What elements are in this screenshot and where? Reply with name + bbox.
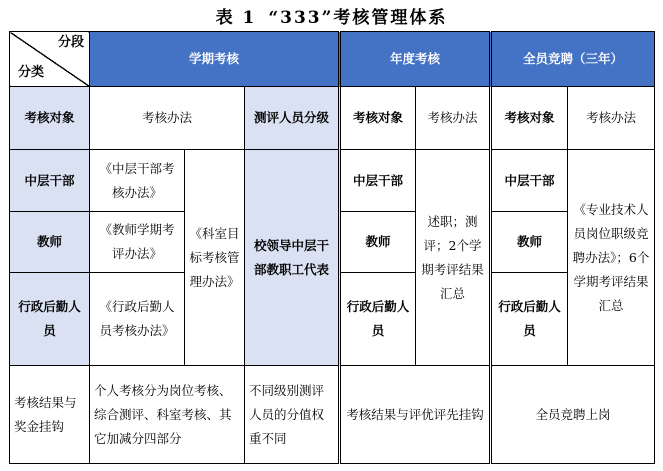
rater-weight-note: 不同级别测评人员的分值权重不同 [245, 366, 340, 464]
caption-label: 表 1 [215, 7, 257, 28]
rater-levels: 校领导中层干部教职工代表 [245, 150, 340, 366]
annual-row-middle-cadre: 中层干部 [340, 150, 416, 212]
corner-top-label: 分段 [57, 35, 84, 50]
logistics-method: 《行政后勤人员考核办法》 [90, 273, 185, 366]
middle-cadre-method: 《中层干部考核办法》 [90, 150, 185, 212]
hiring-result-note: 全员竞聘上岗 [491, 366, 655, 464]
hiring-header: 全员竞聘（三年） [491, 32, 655, 87]
annual-result-note: 考核结果与评优评先挂钩 [340, 366, 491, 464]
semester-method-header: 考核办法 [90, 87, 245, 150]
annual-header: 年度考核 [340, 32, 491, 87]
hiring-row-middle-cadre: 中层干部 [491, 150, 568, 212]
annual-method: 述职；测评；2个学期考评结果汇总 [416, 150, 491, 366]
row-label-logistics: 行政后勤人员 [10, 273, 90, 366]
annual-row-logistics: 行政后勤人员 [340, 273, 416, 366]
hiring-object-header: 考核对象 [491, 87, 568, 150]
row-label-teacher: 教师 [10, 212, 90, 273]
annual-object-header: 考核对象 [340, 87, 416, 150]
assessment-system-table [9, 31, 655, 464]
row-label-middle-cadre: 中层干部 [10, 150, 90, 212]
teacher-method: 《教师学期考评办法》 [90, 212, 185, 273]
corner-cell [10, 32, 90, 87]
footer-row [10, 366, 655, 464]
office-target-method: 《科室目标考核管理办法》 [185, 150, 245, 366]
corner-bottom-label: 分类 [18, 65, 45, 80]
hiring-method: 《专业技术人员岗位职级竞聘办法》；6个学期考评结果汇总 [568, 150, 655, 366]
subheader-row [10, 87, 655, 150]
annual-row-teacher: 教师 [340, 212, 416, 273]
personal-assessment-parts: 个人考核分为岗位考核、综合测评、科室考核、其它加减分四部分 [90, 366, 245, 464]
caption-title: “333”考核管理体系 [268, 7, 448, 28]
annual-method-header: 考核办法 [416, 87, 491, 150]
hiring-row-logistics: 行政后勤人员 [491, 273, 568, 366]
hiring-method-header: 考核办法 [568, 87, 655, 150]
semester-header: 学期考核 [90, 32, 340, 87]
table-caption [0, 0, 663, 30]
object-header: 考核对象 [10, 87, 90, 150]
rater-header: 测评人员分级 [245, 87, 340, 150]
table-row [10, 150, 655, 212]
result-bonus-link: 考核结果与奖金挂钩 [10, 366, 90, 464]
header-row [10, 32, 655, 87]
hiring-row-teacher: 教师 [491, 212, 568, 273]
